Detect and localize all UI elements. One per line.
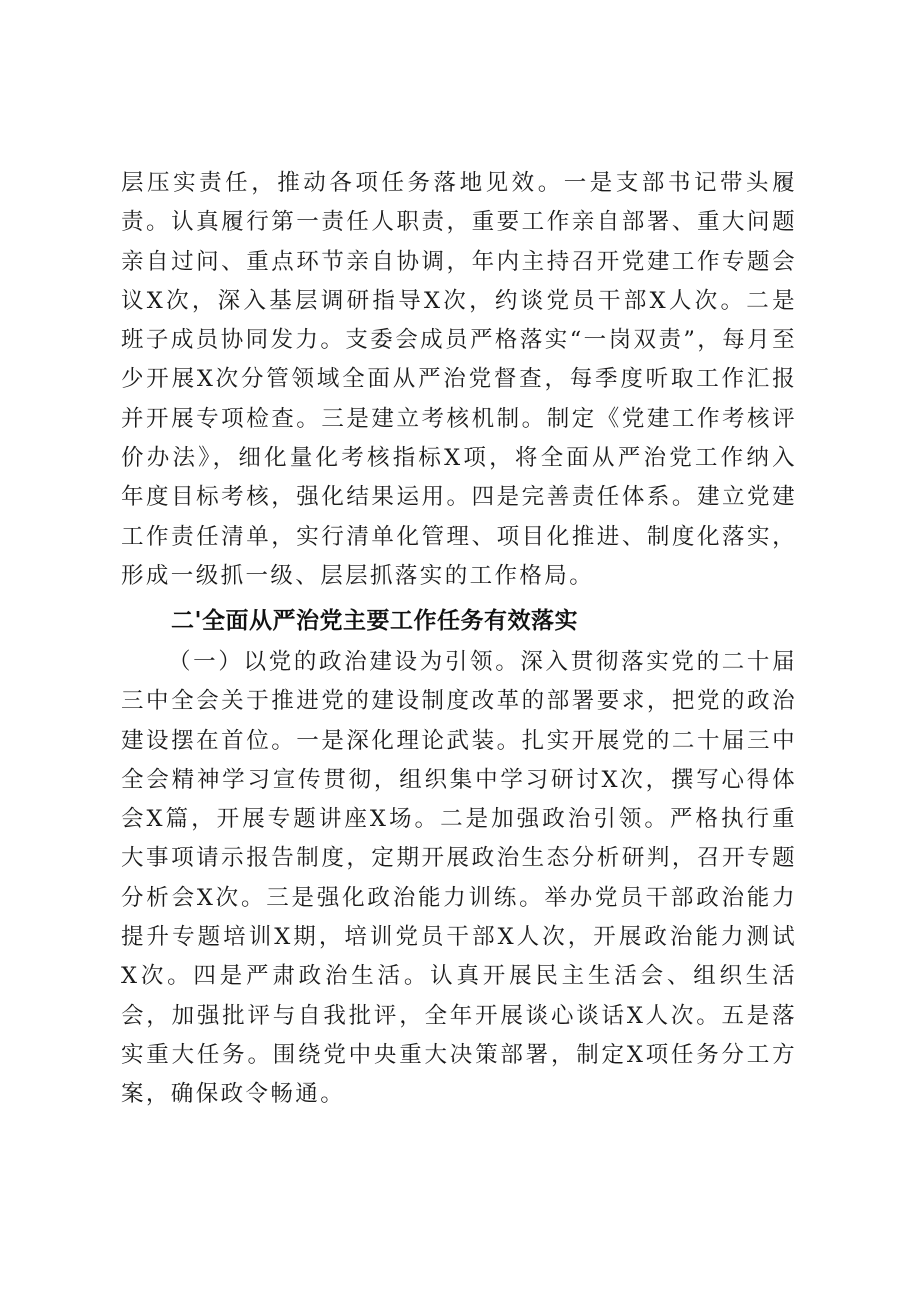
- body-paragraph-political-building: （一）以党的政治建设为引领。深入贯彻落实党的二十届三中全会关于推进党的建设制度改革的部署要求，把党的政治建设摆在首位。一是深化理论武装。扎实开展党的二十届三中全会精神学习宣传贯彻，组织集中学习研讨X次，撰写心得体会X篇，开展专题讲座X场。二是加强政治引领。严格执行重大事项请示报告制度，定期开展政治生态分析研判，召开专题分析会X次。三是强化政治能力训练。举办党员干部政治能力提升专题培训X期，培训党员干部X人次，开展政治能力测试X次。四是严肃政治生活。认真开展民主生活会、组织生活会，加强批评与自我批评，全年开展谈心谈话X人次。五是落实重大任务。围绕党中央重大决策部署，制定X项任务分工方案，确保政令畅通。: [121, 649, 797, 1108]
- body-paragraph-responsibility: 层压实责任，推动各项任务落地见效。一是支部书记带头履责。认真履行第一责任人职责，重要工作亲自部署、重大问题亲自过问、重点环节亲自协调，年内主持召开党建工作专题会议X次，深入基层调研指导X次，约谈党员干部X人次。二是班子成员协同发力。支委会成员严格落实“一岗双责”，每月至少开展X次分管领域全面从严治党督查，每季度听取工作汇报并开展专项检查。三是建立考核机制。制定《党建工作考核评价办法》，细化量化考核指标X项，将全面从严治党工作纳入年度目标考核，强化结果运用。四是完善责任体系。建立党建工作责任清单，实行清单化管理、项目化推进、制度化落实，形成一级抓一级、层层抓落实的工作格局。: [121, 170, 797, 589]
- section-heading-2: 二'全面从严治党主要工作任务有效落实: [171, 608, 579, 634]
